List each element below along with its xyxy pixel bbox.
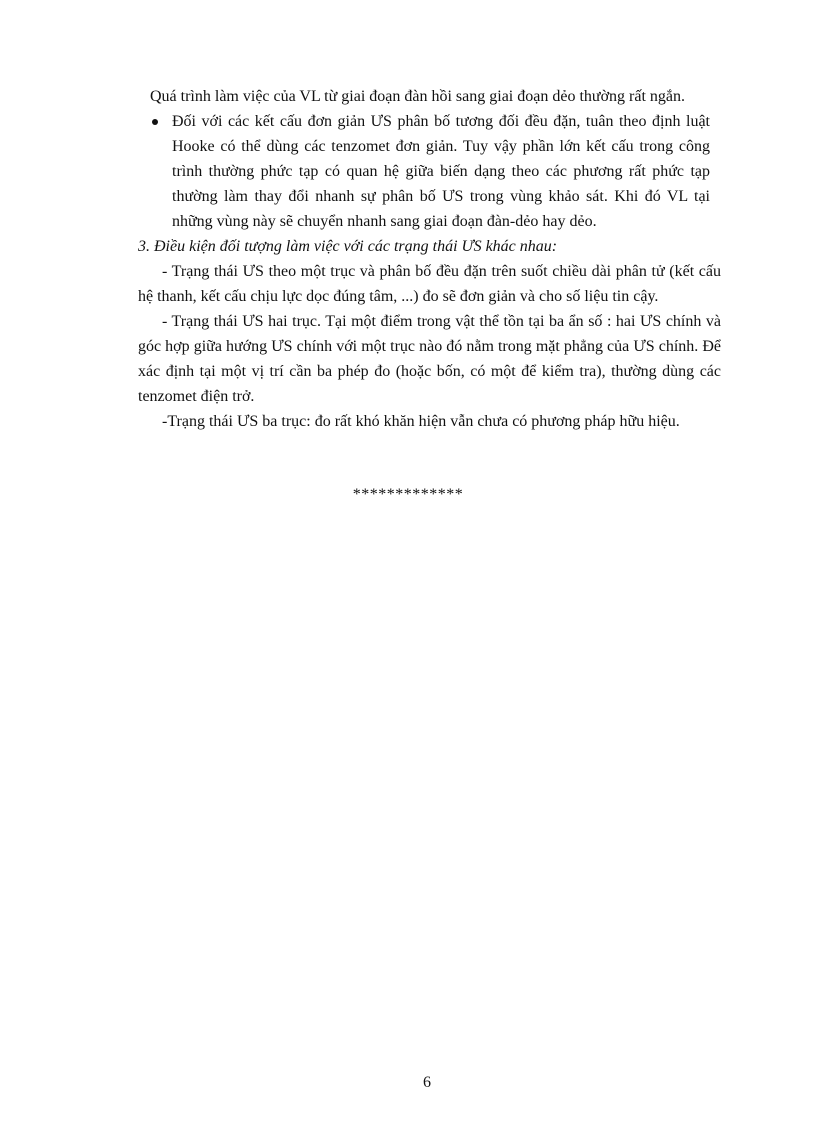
continuation-line: Quá trình làm việc của VL từ giai đoạn đàn hồi sang giai đoạn dẻo thường rất ngắn. bbox=[150, 88, 685, 105]
page-content bbox=[138, 84, 721, 434]
bullet-dot-icon bbox=[152, 119, 158, 125]
bullet-item bbox=[150, 109, 710, 234]
paragraph-triaxial: -Trạng thái ƯS ba trục: đo rất khó khăn hiện vẫn chưa có phương pháp hữu hiệu. bbox=[162, 413, 680, 430]
page-number: 6 bbox=[423, 1074, 431, 1091]
paragraph-biaxial: - Trạng thái ƯS hai trục. Tại một điểm trong vật thể tồn tại ba ẩn số : hai ƯS chính và góc hợp giữa hướng ƯS chính với một trục nào đó nằm trong mặt phẳng của ƯS chính. Để xác định tại một vị trí cần ba phép đo (hoặc bốn, có một để kiểm tra), thường dùng các tenzomet điện trở. bbox=[138, 313, 721, 405]
section-separator: ************* bbox=[352, 486, 464, 503]
paragraph-uniaxial: - Trạng thái ƯS theo một trục và phân bố đều đặn trên suốt chiều dài phân tử (kết cấu hệ thanh, kết cấu chịu lực dọc đúng tâm, ...) đo sẽ đơn giản và cho số liệu tin cậy. bbox=[138, 263, 721, 305]
bullet-text: Đối với các kết cấu đơn giản ƯS phân bố tương đối đều đặn, tuân theo định luật Hooke có thể dùng các tenzomet đơn giản. Tuy vậy phần lớn kết cấu trong công trình thường phức tạp có quan hệ giữa biến dạng theo các phương rất phức tạp thường làm thay đổi nhanh sự phân bố ƯS trong vùng khảo sát. Khi đó VL tại những vùng này sẽ chuyển nhanh sang giai đoạn đàn-dẻo hay dẻo. bbox=[172, 113, 710, 230]
section-heading: 3. Điều kiện đối tượng làm việc với các trạng thái ƯS khác nhau: bbox=[138, 238, 558, 255]
